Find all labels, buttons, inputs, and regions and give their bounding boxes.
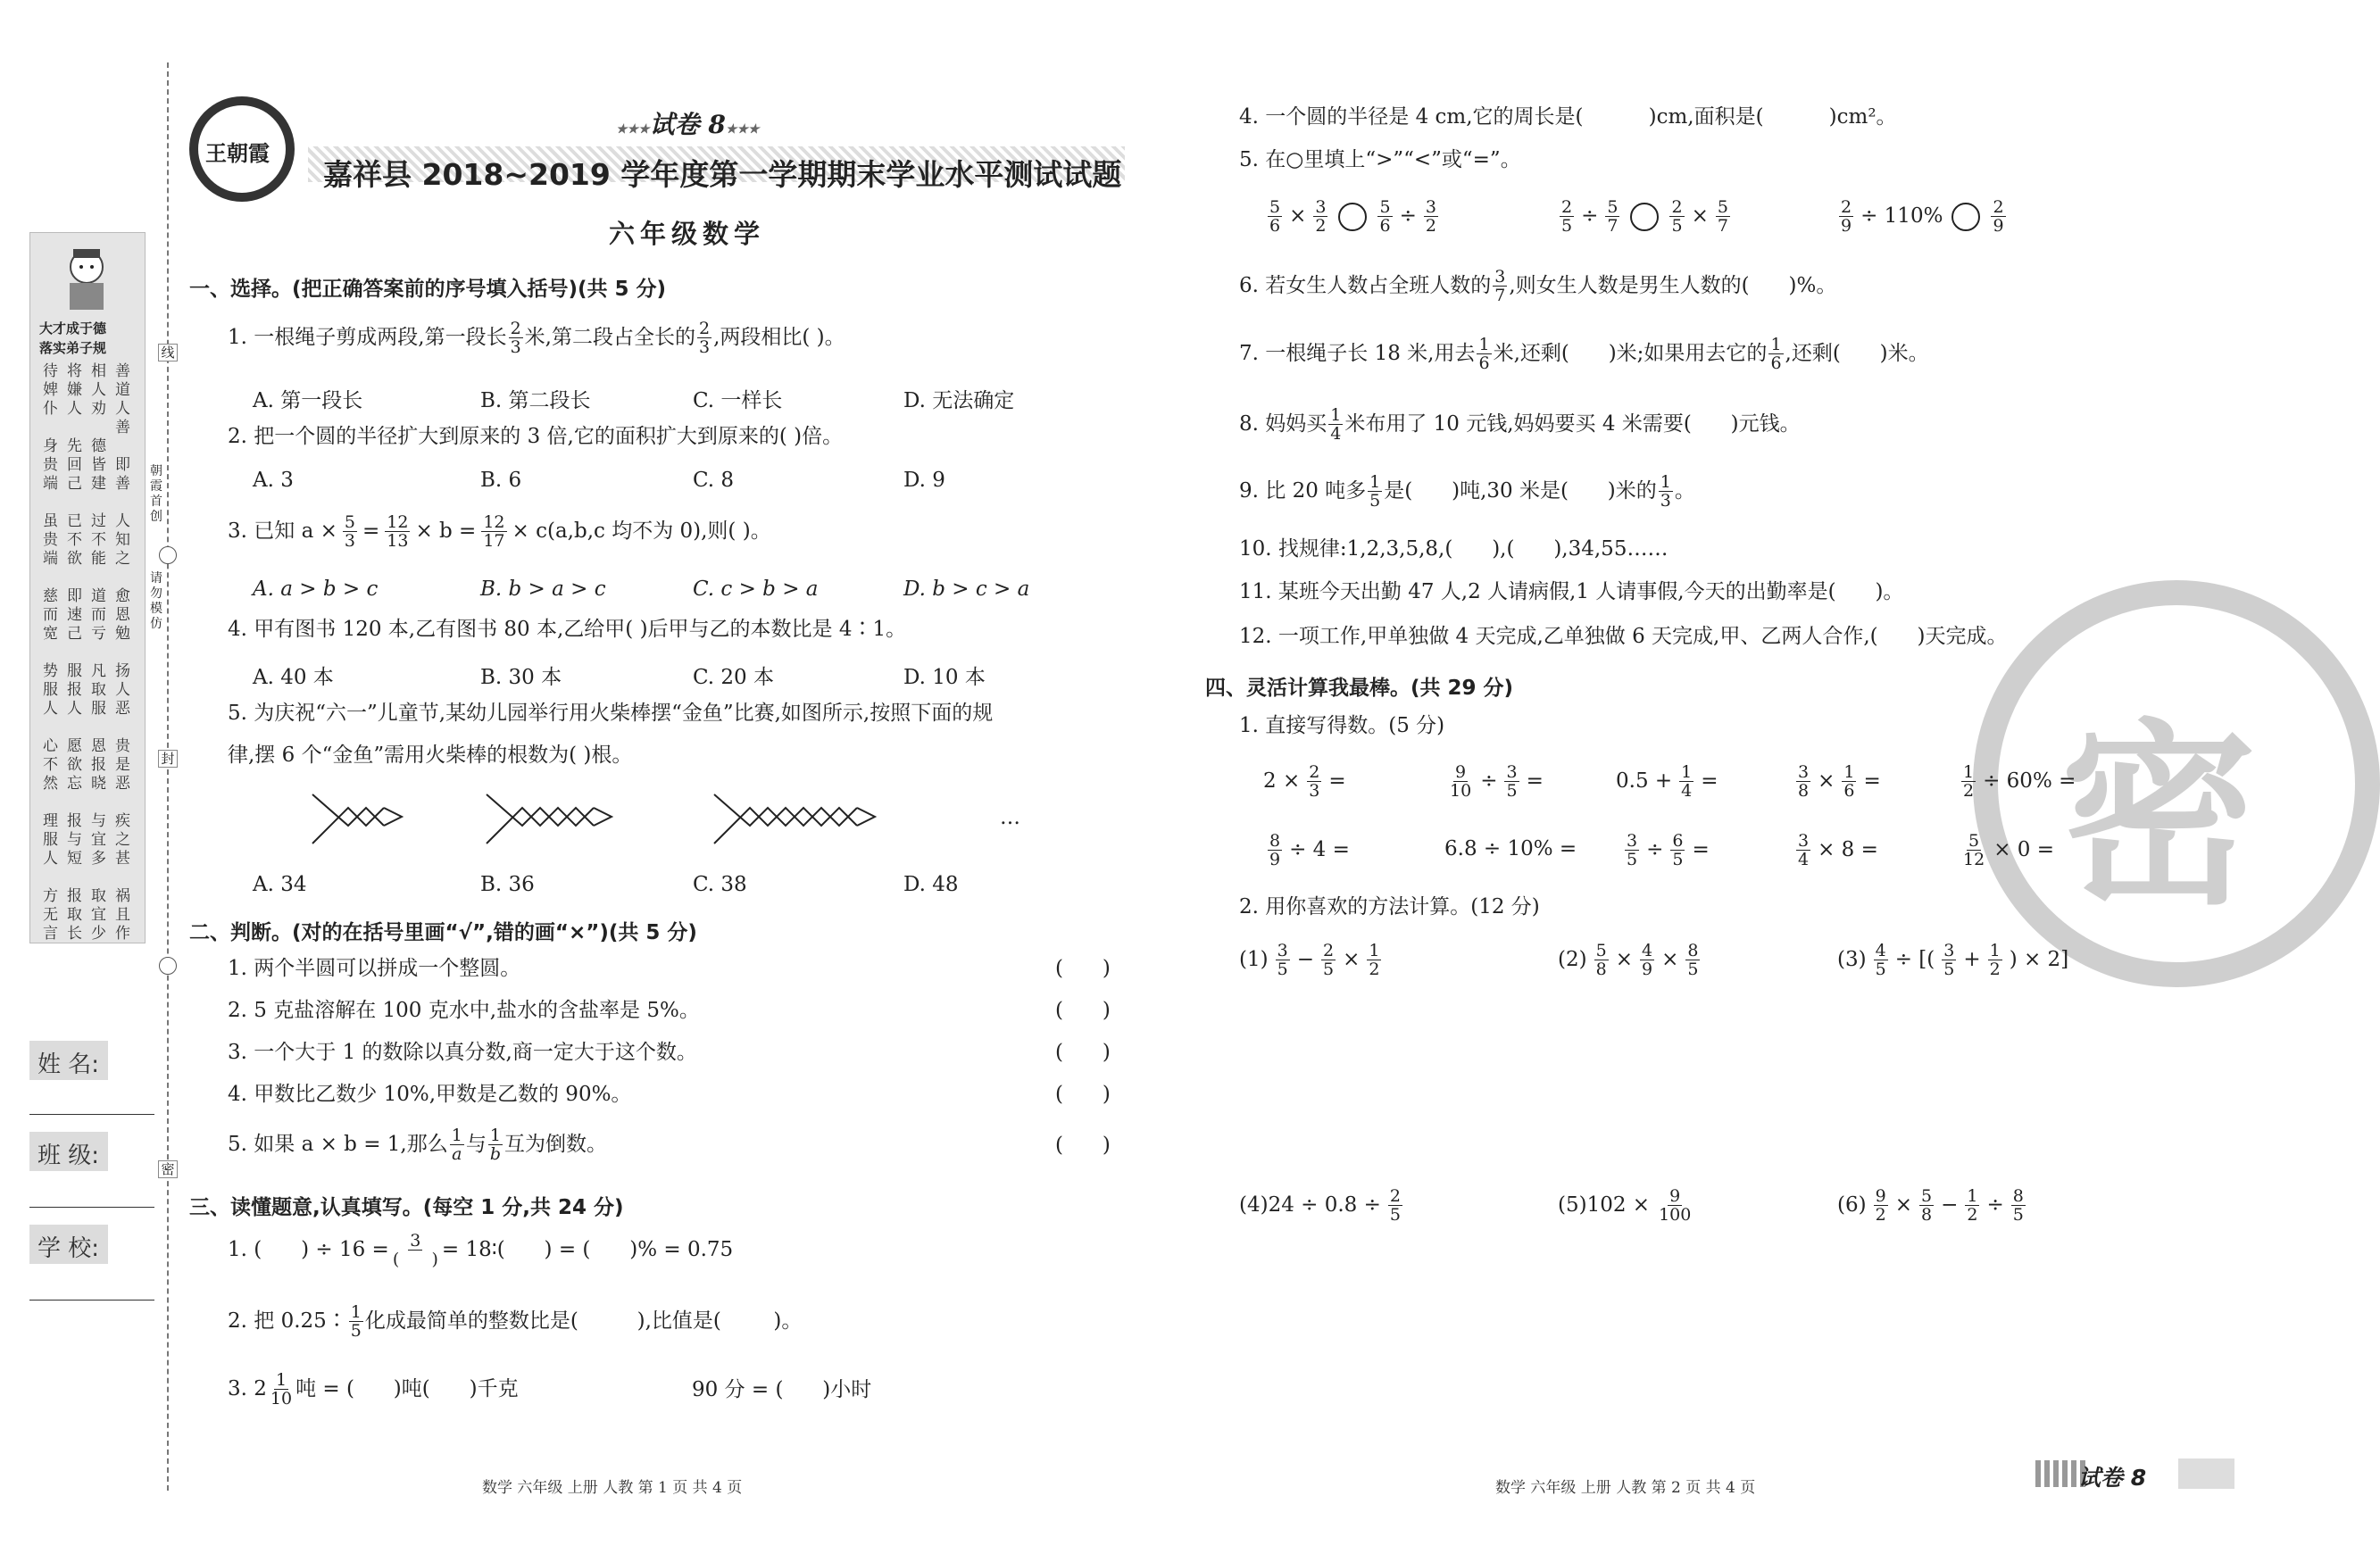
brand-logo [189,96,295,202]
q1-1: 1. 一根绳子剪成两段,第一段长 $\frac{2}{3}$ 米,第二段占全长的 $\frac{2}{3}$ ,两段相比( )。 [228,319,845,357]
option-a: A. 第一段长 [253,389,363,412]
option-a: A. 34 [253,873,307,896]
motto-line-1: 大才成于德 [39,320,107,337]
section-4-heading: 四、灵活计算我最棒。(共 29 分) [1205,677,1514,700]
calc-2: (2) $\frac{5}{8}$ × $\frac{4}{9}$ × $\frac{8}{5}$ [1558,941,1699,979]
rules-text-block: 待婢仆 身贵端 虽贵端 慈而宽 势服人 心不然 理服人 方无言 将嫌人 先回己 已不欲 即速己 服报人 愿欲忘 报与短 报取长 相人劝 德皆建 过不能 道而亏 凡取服 恩报晓 与宜多 取宜少 善道 人善 即善 人知之 愈恩勉 扬人恶 贵是恶 疾之甚 祸且作 [43,362,130,943]
class-label: 班 级: [37,1143,100,1169]
binding-dash-line [167,62,169,1491]
judge-answer-1[interactable]: ( ) [1055,957,1111,980]
option-b: B. b > a > c [480,578,606,601]
name-label: 姓 名: [37,1051,100,1078]
option-c: C. c > b > a [693,578,819,601]
goldfish-matchstick-figures [304,777,1018,852]
fill-3: 3. 2 $\frac{1}{10}$ 吨 = ( )吨( )千克 [228,1370,519,1409]
calc-5: (5)102 × $\frac{9}{100}$ [1558,1186,1692,1225]
side-note-2: 请 勿 模 仿 [150,571,162,631]
q1-5-line2: 律,摆 6 个“金鱼”需用火柴棒的根数为( )根。 [228,744,633,767]
judge-answer-3[interactable]: ( ) [1055,1041,1111,1064]
option-a: A. a > b > c [253,578,379,601]
fill-4: 4. 一个圆的半径是 4 cm,它的周长是( )cm,面积是( )cm²。 [1239,105,1897,129]
fill-12: 12. 一项工作,甲单独做 4 天完成,乙单独做 6 天完成,甲、乙两人合作,( )天完成。 [1239,625,2008,648]
option-b: B. 30 本 [480,666,562,689]
oral-10: $\frac{5}{12}$ × 0 = [1963,831,2054,869]
fill-8: 8. 妈妈买 $\frac{1}{4}$ 米布用了 10 元钱,妈妈要买 4 米需要( )元钱。 [1239,405,1801,444]
fish-2-icon [487,794,612,843]
motto-line-2: 落实弟子规 [39,340,107,356]
compare-circle-3[interactable] [1951,203,1980,231]
oral-6: $\frac{8}{9}$ ÷ 4 = [1269,831,1350,869]
oral-7: 6.8 ÷ 10% = [1444,837,1577,860]
judge-answer-2[interactable]: ( ) [1055,999,1111,1022]
option-d: D. 9 [903,469,945,492]
fill-1: 1. ( ) ÷ 16 = $\frac{3}{( )}$ = 18∶( ) = ( )% = 0.75 [228,1231,734,1269]
footer-badge: 试卷 8 [2078,1465,2147,1491]
fill-6: 6. 若女生人数占全班人数的 $\frac{3}{7}$ ,则女生人数是男生人数的( )%。 [1239,267,1837,305]
compare-circle-2[interactable] [1630,203,1659,231]
section-2-heading: 二、判断。(对的在括号里画“√”,错的画“×”)(共 5 分) [189,921,697,944]
option-c: C. 38 [693,873,747,896]
option-d: D. 无法确定 [903,389,1015,412]
option-a: A. 3 [253,469,294,492]
side-mark-xian: 线 [158,344,178,361]
binding-hole-icon [159,546,177,564]
option-a: A. 40 本 [253,666,334,689]
compare-circle-1[interactable] [1338,203,1367,231]
fill-2: 2. 把 0.25∶ $\frac{1}{5}$ 化成最简单的整数比是( ),比值是( )。 [228,1302,803,1341]
section-1-heading: 一、选择。(把正确答案前的序号填入括号)(共 5 分) [189,278,667,301]
footer-left: 数学 六年级 上册 人教 第 1 页 共 4 页 [482,1479,743,1497]
cartoon-figure-icon [57,242,116,313]
logo-text: 王朝霞 [205,140,270,166]
series-label: ★★★试卷 8★★★ [616,110,760,139]
exam-title: 嘉祥县 2018~2019 学年度第一学期期末学业水平测试试题 [323,157,1122,192]
calc-6: (6) $\frac{9}{2}$ × $\frac{5}{8}$ − $\frac{1}{2}$ ÷ $\frac{8}{5}$ [1837,1186,2024,1225]
fill-7: 7. 一根绳子长 18 米,用去 $\frac{1}{6}$ 米,还剩( )米;如果用去它的 $\frac{1}{6}$ ,还剩( )米。 [1239,335,1929,373]
judge-item-5: 5. 如果 a × b = 1,那么 $\frac{1}{a}$ 与 $\frac{1}{b}$ 互为倒数。 [228,1126,607,1164]
fill-11: 11. 某班今天出勤 47 人,2 人请病假,1 人请事假,今天的出勤率是( )。 [1239,580,1904,603]
school-label: 学 校: [37,1235,100,1262]
judge-item-3: 3. 一个大于 1 的数除以真分数,商一定大于这个数。 [228,1041,697,1064]
side-mark-feng: 封 [158,750,178,768]
name-field[interactable] [29,1114,154,1115]
fill-5: 5. 在○里填上“>”“<”或“=”。 [1239,148,1521,171]
fill-10: 10. 找规律:1,2,3,5,8,( ),( ),34,55…… [1239,537,1668,561]
fish-1-icon [312,794,402,843]
footer-right: 数学 六年级 上册 人教 第 2 页 共 4 页 [1495,1479,1756,1497]
binding-panel [29,232,146,943]
binding-hole-icon [159,957,177,975]
figure-ellipsis: … [1000,806,1020,829]
oral-8: $\frac{3}{5}$ ÷ $\frac{6}{5}$ = [1627,831,1710,869]
calc-3: (3) $\frac{4}{5}$ ÷ [( $\frac{3}{5}$ + $\frac{1}{2}$ ) × 2] [1837,941,2069,979]
q1-5-line1: 5. 为庆祝“六一”儿童节,某幼儿园举行用火柴棒摆“金鱼”比赛,如图所示,按照下面的规 [228,702,994,725]
oral-9: $\frac{3}{4}$ × 8 = [1798,831,1878,869]
compare-3: $\frac{2}{9}$ ÷ 110% $\frac{2}{9}$ [1841,197,2004,236]
side-mark-mi: 密 [158,1160,178,1178]
side-note-1: 朝 霞 首 创 [150,464,162,524]
school-field[interactable] [29,1300,154,1301]
judge-item-2: 2. 5 克盐溶解在 100 克水中,盐水的含盐率是 5%。 [228,999,700,1022]
class-field[interactable] [29,1207,154,1208]
option-d: D. 48 [903,873,959,896]
oral-1: 2 × $\frac{2}{3}$ = [1263,762,1346,801]
fish-3-icon [714,794,875,843]
calc-1: (1) $\frac{3}{5}$ − $\frac{2}{5}$ × $\frac{1}{2}$ [1239,941,1380,979]
q1-4: 4. 甲有图书 120 本,乙有图书 80 本,乙给甲( )后甲与乙的本数比是 4∶1。 [228,618,907,641]
oral-2: $\frac{9}{10}$ ÷ $\frac{3}{5}$ = [1450,762,1544,801]
judge-answer-4[interactable]: ( ) [1055,1083,1111,1106]
compare-1: $\frac{5}{6}$ × $\frac{3}{2}$ $\frac{5}{6}$ ÷ $\frac{3}{2}$ [1269,197,1436,236]
judge-item-4: 4. 甲数比乙数少 10%,甲数是乙数的 90%。 [228,1083,632,1106]
badge-tab [2178,1458,2234,1489]
compare-2: $\frac{2}{5}$ ÷ $\frac{5}{7}$ $\frac{2}{5}$ × $\frac{5}{7}$ [1561,197,1728,236]
confidential-watermark: 密 [1973,580,2380,987]
calc-part-2: 2. 用你喜欢的方法计算。(12 分) [1239,895,1540,918]
oral-4: $\frac{3}{8}$ × $\frac{1}{6}$ = [1798,762,1881,801]
judge-answer-5[interactable]: ( ) [1055,1134,1111,1157]
calc-4: (4)24 ÷ 0.8 ÷ $\frac{2}{5}$ [1239,1186,1401,1225]
oral-5: $\frac{1}{2}$ ÷ 60% = [1963,762,2076,801]
option-d: D. b > c > a [903,578,1030,601]
fill-3-right: 90 分 = ( )小时 [692,1378,872,1401]
option-c: C. 20 本 [693,666,774,689]
calc-part-1: 1. 直接写得数。(5 分) [1239,714,1445,737]
q1-3: 3. 已知 a × $\frac{5}{3}$ = $\frac{12}{13}$ × b = $\frac{12}{17}$ × c(a,b,c 均不为 0),则( )。 [228,512,771,551]
subject-title: 六年级数学 [609,219,766,249]
option-c: C. 一样长 [693,389,783,412]
oral-3: 0.5 + $\frac{1}{4}$ = [1616,762,1718,801]
option-b: B. 36 [480,873,535,896]
option-b: B. 第二段长 [480,389,591,412]
option-d: D. 10 本 [903,666,986,689]
option-b: B. 6 [480,469,522,492]
option-c: C. 8 [693,469,735,492]
section-3-heading: 三、读懂题意,认真填写。(每空 1 分,共 24 分) [189,1196,624,1219]
judge-item-1: 1. 两个半圆可以拼成一个整圆。 [228,957,521,980]
q1-2: 2. 把一个圆的半径扩大到原来的 3 倍,它的面积扩大到原来的( )倍。 [228,425,844,448]
fill-9: 9. 比 20 吨多 $\frac{1}{5}$ 是( )吨,30 米是( )米的 $\frac{1}{3}$ 。 [1239,472,1695,511]
